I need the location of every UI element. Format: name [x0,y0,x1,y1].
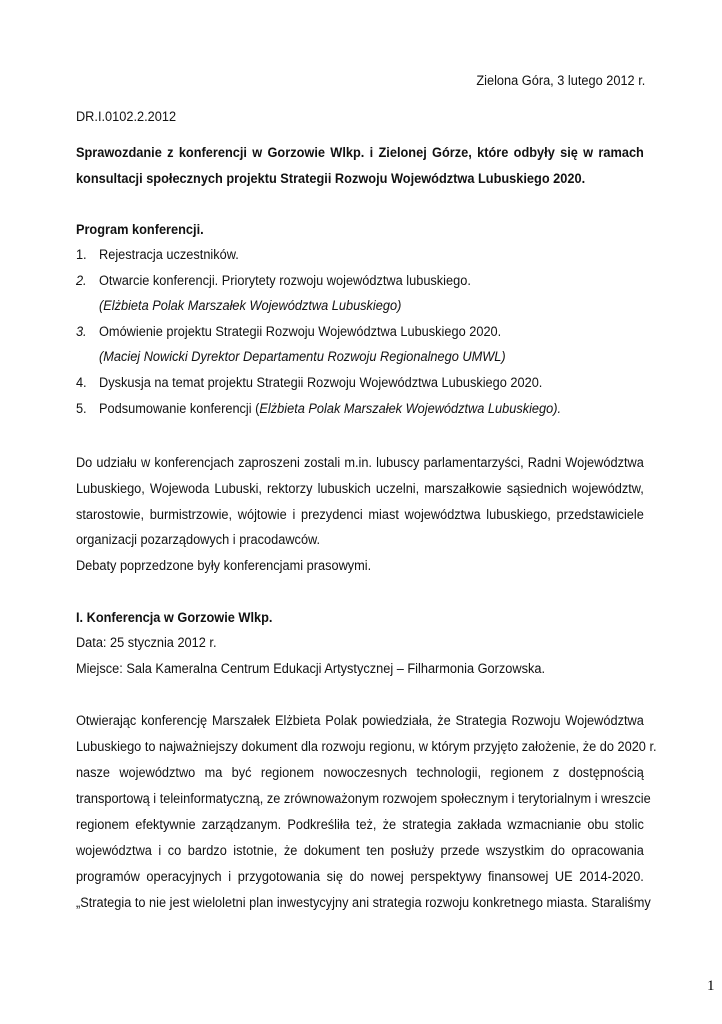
item-number: 3. [75,324,87,340]
item-number: 1. [75,247,87,263]
conference-date: Data: 25 stycznia 2012 r. [75,635,217,651]
invitation-line: starostowie, burmistrzowie, wójtowie i prezydenci miast województwa lubuskiego, przedstawiciele [75,507,644,523]
conference-place: Miejsce: Sala Kameralna Centrum Edukacji Artystycznej – Filharmonia Gorzowska. [75,661,546,677]
press-note: Debaty poprzedzone były konferencjami prasowymi. [75,558,372,574]
report-title-line-1: Sprawozdanie z konferencji w Gorzowie Wlkp. i Zielonej Górze, które odbyły się w ramach [75,145,644,161]
paragraph-line: regionem efektywnie zarządzanym. Podkreśliła też, że strategia zakłada wzmacnianie obu stolic [75,817,644,833]
invitation-line: Do udziału w konferencjach zaproszeni zostali m.in. lubuscy parlamentarzyści, Radni Województwa [75,455,644,471]
invitation-line: organizacji pozarządowych i pracodawców. [75,532,321,548]
section-heading: I. Konferencja w Gorzowie Wlkp. [75,610,273,626]
paragraph-line: Lubuskiego to najważniejszy dokument dla rozwoju regionu, w którym przyjęto założenie, że do 2020 r. [75,739,657,755]
paragraph-line: „Strategia to nie jest wieloletni plan inwestycyjny ani strategia rozwoju konkretnego miasta. Staraliśmy [75,895,651,911]
place-date: Zielona Góra, 3 lutego 2012 r. [476,73,646,89]
paragraph-line: województwa i co bardzo istotnie, że dokument ten posłuży przede wszystkim do opracowania [75,843,644,859]
item-speaker-inline: Elżbieta Polak Marszałek Województwa Lubuskiego). [259,401,562,417]
paragraph-line: programów operacyjnych i przygotowania się do nowej perspektywy finansowej UE 2014-2020. [75,869,644,885]
page-number: 1 [707,978,715,994]
report-title-line-2: konsultacji społecznych projektu Strategii Rozwoju Województwa Lubuskiego 2020. [75,171,586,187]
reference-number: DR.I.0102.2.2012 [75,109,177,125]
item-text: Otwarcie konferencji. Priorytety rozwoju województwa lubuskiego. [99,273,471,289]
paragraph-line: Otwierając konferencję Marszałek Elżbieta Polak powiedziała, że Strategia Rozwoju Województwa [75,713,644,729]
item-speaker: (Maciej Nowicki Dyrektor Departamentu Rozwoju Regionalnego UMWL) [99,349,506,365]
item-number: 2. [75,273,87,289]
paragraph-line: nasze województwo ma być regionem nowoczesnych technologii, regionem z dostępnością [75,765,644,781]
item-text: Podsumowanie konferencji ( [99,401,260,417]
item-speaker: (Elżbieta Polak Marszałek Województwa Lubuskiego) [99,298,402,314]
item-text: Rejestracja uczestników. [99,247,239,263]
item-number: 5. [75,401,87,417]
item-number: 4. [75,375,87,391]
item-text: Dyskusja na temat projektu Strategii Rozwoju Województwa Lubuskiego 2020. [99,375,543,391]
program-heading: Program konferencji. [75,222,204,238]
item-text-wrap [99,400,561,418]
paragraph-line: transportową i teleinformatyczną, ze zrównoważonym rozwojem społecznym i terytorialnym i wreszcie [75,791,651,807]
invitation-line: Lubuskiego, Wojewoda Lubuski, rektorzy lubuskich uczelni, marszałkowie sąsiednich województw, [75,481,644,497]
item-text: Omówienie projektu Strategii Rozwoju Województwa Lubuskiego 2020. [99,324,502,340]
